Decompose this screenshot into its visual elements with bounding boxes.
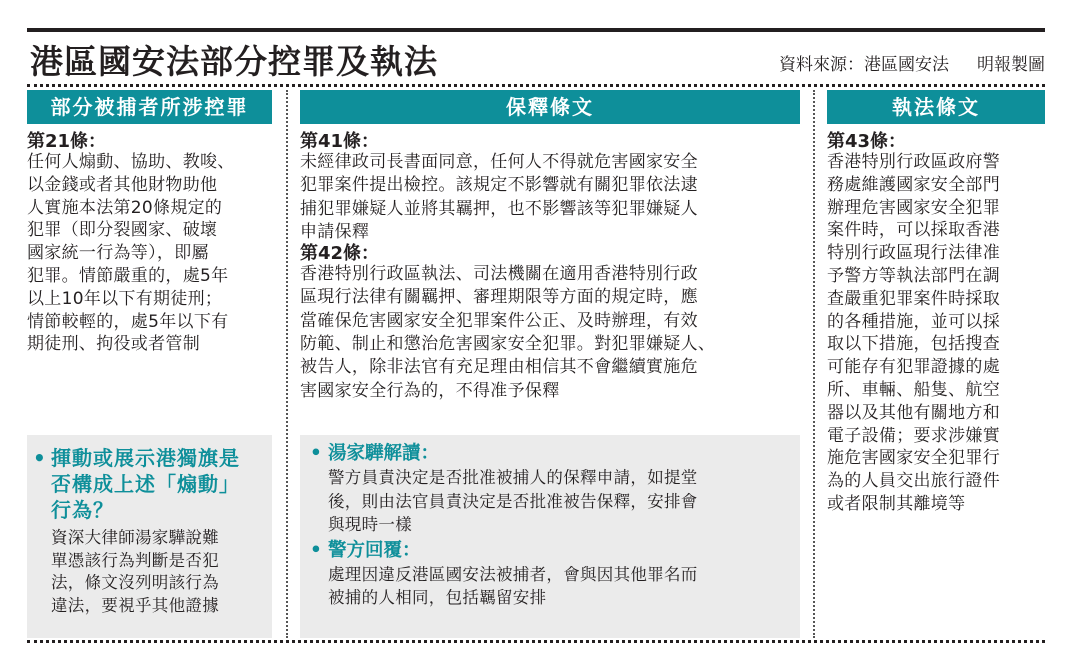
flag-question xyxy=(33,445,264,523)
text-line: 區現行法律有關羈押、審理期限等方面的規定時，應 xyxy=(300,287,698,308)
police-reply-text xyxy=(310,563,790,610)
text-line: 以金錢或者其他財物助他 xyxy=(27,174,218,195)
text-line: 以上10年以下有期徒刑； xyxy=(27,288,223,309)
flag-question-box xyxy=(27,435,272,638)
answer-line: 被捕的人相同，包括羈留安排 xyxy=(328,588,547,607)
article-41-label: 第41條： xyxy=(300,131,380,152)
source-text: 資料來源：港區國安法 xyxy=(779,55,949,75)
text-line: 查嚴重犯罪案件時採取 xyxy=(827,288,1000,309)
enforcement-heading: 執法條文 xyxy=(827,90,1045,124)
text-line: 犯罪（即分裂國家、破壞 xyxy=(27,220,218,241)
text-line: 香港特別行政區執法、司法機關在適用香港特別行政 xyxy=(300,264,698,285)
column-divider xyxy=(286,90,288,638)
text-line: 可能存有犯罪證據的處 xyxy=(827,357,1000,378)
text-line: 施危害國家安全犯罪行 xyxy=(827,448,1000,469)
text-line: 器以及其他有關地方和 xyxy=(827,402,1000,423)
tong-interpretation-heading xyxy=(310,442,790,466)
text-line: 未經律政司長書面同意，任何人不得就危害國家安全 xyxy=(300,152,698,172)
text-line: 申請保釋 xyxy=(300,221,370,242)
page-title: 港區國安法部分控罪及執法 xyxy=(30,42,438,81)
answer-line: 警方員責決定是否批准被捕人的保釋申請，如提堂 xyxy=(328,468,698,487)
bottom-rule xyxy=(27,640,1045,643)
article-42-label: 第42條： xyxy=(300,243,380,265)
bullet-icon: • xyxy=(33,446,47,470)
column-divider xyxy=(813,90,815,638)
bullet-icon: • xyxy=(310,443,322,464)
answer-line: 法，條文沒列明該行為 xyxy=(51,573,219,592)
question-label: 警方回覆： xyxy=(328,539,421,561)
text-line: 期徒刑、拘役或者管制 xyxy=(27,334,200,355)
text-line: 務處維護國家安全部門 xyxy=(827,174,1000,195)
text-line: 捕犯罪嫌疑人並將其羈押，也不影響該等犯罪嫌疑人 xyxy=(300,198,698,219)
text-line: 當確保危害國家安全犯罪案件公正、及時辦理，有效 xyxy=(300,310,698,331)
article-21-label: 第21條： xyxy=(27,131,107,152)
answer-line: 與現時一樣 xyxy=(328,515,412,534)
answer-line: 單憑該行為判斷是否犯 xyxy=(51,550,219,570)
text-line: 防範、制止和懲治危害國家安全犯罪。對犯罪嫌疑人、 xyxy=(300,334,716,355)
text-line: 害國家安全行為的，不得准予保釋 xyxy=(300,380,560,401)
top-rule xyxy=(27,28,1045,32)
interpretation-box xyxy=(300,435,800,638)
header-divider xyxy=(27,84,1045,87)
bail-column xyxy=(300,90,800,403)
article-41-text xyxy=(300,151,800,244)
bullet-icon: • xyxy=(310,539,322,561)
article-43-label: 第43條： xyxy=(827,131,907,152)
charges-column xyxy=(27,90,272,356)
answer-line: 資深大律師湯家驊說難 xyxy=(51,528,219,547)
text-line: 辦理危害國家安全犯罪 xyxy=(827,197,1000,218)
text-line: 犯罪案件提出檢控。該規定不影響就有關犯罪依法逮 xyxy=(300,175,698,196)
answer-line: 違法，要視乎其他證據 xyxy=(51,595,219,615)
police-reply-heading xyxy=(310,539,790,563)
text-line: 所、車輛、船隻、航空 xyxy=(827,379,1000,400)
text-line: 任何人煽動、協助、教唆、 xyxy=(27,152,235,172)
text-line: 為的人員交出旅行證件 xyxy=(827,471,1000,492)
text-line: 特別行政區現行法律准 xyxy=(827,243,1000,264)
question-line: 揮動或展示港獨旗是 xyxy=(51,446,240,470)
text-line: 犯罪。情節嚴重的，處5年 xyxy=(27,265,229,286)
question-line: 行為？ xyxy=(51,498,114,522)
article-43-text xyxy=(827,151,1045,516)
question-label: 湯家驊解讀： xyxy=(328,443,440,464)
enforcement-column xyxy=(827,90,1045,516)
flag-answer xyxy=(33,527,264,617)
tong-interpretation-text xyxy=(310,466,790,537)
text-line: 香港特別行政區政府警 xyxy=(827,152,1000,172)
text-line: 被告人，除非法官有充足理由相信其不會繼續實施危 xyxy=(300,357,698,378)
credit-text: 明報製圖 xyxy=(977,55,1045,75)
answer-line: 後，則由法官員責決定是否批准被告保釋，安排會 xyxy=(328,491,698,511)
text-line: 的各種措施，並可以採 xyxy=(827,311,1000,332)
text-line: 取以下措施，包括搜查 xyxy=(827,334,1000,355)
text-line: 人實施本法第20條規定的 xyxy=(27,197,223,218)
answer-line: 處理因違反港區國安法被捕者，會與因其他罪名而 xyxy=(328,564,698,584)
source-line xyxy=(779,54,1045,76)
charges-heading: 部分被捕者所涉控罪 xyxy=(27,90,272,124)
article-21-text xyxy=(27,151,272,356)
question-line: 否構成上述「煽動」 xyxy=(51,472,240,496)
text-line: 或者限制其離境等 xyxy=(827,493,966,514)
text-line: 予警方等執法部門在調 xyxy=(827,265,1000,286)
text-line: 案件時，可以採取香港 xyxy=(827,220,1000,241)
bail-heading: 保釋條文 xyxy=(300,90,800,124)
article-42-text xyxy=(300,263,800,403)
text-line: 電子設備；要求涉嫌實 xyxy=(827,425,1000,446)
text-line: 情節較輕的，處5年以下有 xyxy=(27,311,229,332)
text-line: 國家統一行為等），即屬 xyxy=(27,243,209,264)
